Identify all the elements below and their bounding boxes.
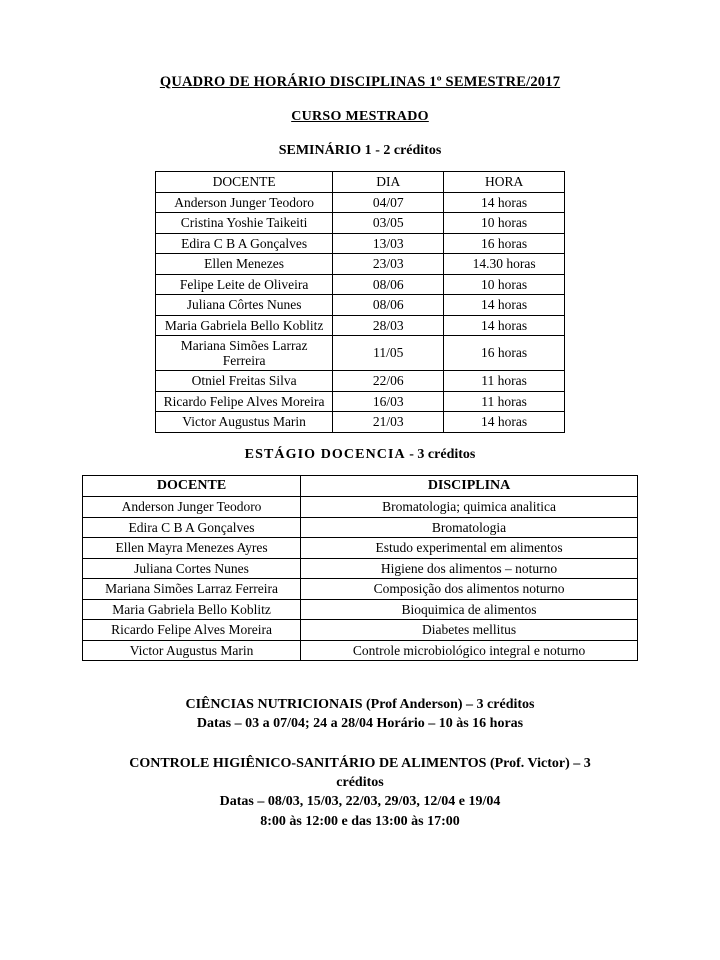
cell-docente: Victor Augustus Marin [156, 412, 333, 433]
cell-docente: Anderson Junger Teodoro [156, 192, 333, 213]
seminario-section-heading [60, 143, 660, 159]
column-header-docente: DOCENTE [156, 172, 333, 193]
cell-dia: 08/06 [333, 295, 444, 316]
ciencias-nutricionais-dates: Datas – 03 a 07/04; 24 a 28/04 Horário – 10 às 16 horas [196, 716, 524, 732]
cell-dia: 23/03 [333, 254, 444, 275]
column-header-hora: HORA [444, 172, 565, 193]
cell-hora: 16 horas [444, 336, 565, 371]
cell-dia: 16/03 [333, 391, 444, 412]
cell-docente: Felipe Leite de Oliveira [156, 274, 333, 295]
estagio-section-heading [60, 447, 660, 463]
table-row [156, 295, 565, 316]
seminario-table [155, 171, 565, 433]
table-row [156, 391, 565, 412]
cell-docente: Edira C B A Gonçalves [83, 517, 301, 538]
cell-hora: 11 horas [444, 391, 565, 412]
cell-dia: 08/06 [333, 274, 444, 295]
cell-docente: Maria Gabriela Bello Koblitz [156, 315, 333, 336]
cell-dia: 11/05 [333, 336, 444, 371]
table-row [83, 599, 638, 620]
table-row [83, 538, 638, 559]
cell-hora: 14 horas [444, 192, 565, 213]
cell-docente: Mariana Simões Larraz Ferreira [156, 336, 333, 371]
controle-higienico-dates: Datas – 08/03, 15/03, 22/03, 29/03, 12/04 e 19/04 [219, 794, 501, 810]
cell-docente: Anderson Junger Teodoro [83, 496, 301, 517]
cell-docente: Juliana Cortes Nunes [83, 558, 301, 579]
table-row [83, 579, 638, 600]
table-row [156, 254, 565, 275]
cell-docente: Ellen Menezes [156, 254, 333, 275]
table-row [156, 192, 565, 213]
cell-docente: Cristina Yoshie Taikeiti [156, 213, 333, 234]
table-header-row [83, 475, 638, 496]
cell-docente: Otniel Freitas Silva [156, 371, 333, 392]
cell-dia: 22/06 [333, 371, 444, 392]
cell-hora: 14.30 horas [444, 254, 565, 275]
cell-docente: Maria Gabriela Bello Koblitz [83, 599, 301, 620]
cell-hora: 14 horas [444, 412, 565, 433]
controle-higienico-credits: créditos [336, 775, 384, 791]
cell-docente: Juliana Côrtes Nunes [156, 295, 333, 316]
cell-hora: 10 horas [444, 274, 565, 295]
estagio-heading-credits: - 3 créditos [405, 446, 476, 462]
table-row [83, 620, 638, 641]
column-header-dia: DIA [333, 172, 444, 193]
cell-hora: 10 horas [444, 213, 565, 234]
course-subtitle: CURSO MESTRADO [291, 109, 429, 124]
column-header-disciplina: DISCIPLINA [301, 475, 638, 496]
cell-disciplina: Diabetes mellitus [301, 620, 638, 641]
cell-disciplina: Bromatologia; quimica analitica [301, 496, 638, 517]
ciencias-nutricionais-title: CIÊNCIAS NUTRICIONAIS (Prof Anderson) – 3 créditos [185, 697, 535, 713]
table-row [156, 233, 565, 254]
table-row [156, 336, 565, 371]
cell-docente: Ellen Mayra Menezes Ayres [83, 538, 301, 559]
cell-disciplina: Composição dos alimentos noturno [301, 579, 638, 600]
table-row [156, 315, 565, 336]
cell-disciplina: Higiene dos alimentos – noturno [301, 558, 638, 579]
table-row [156, 213, 565, 234]
cell-dia: 13/03 [333, 233, 444, 254]
cell-hora: 14 horas [444, 295, 565, 316]
table-row [156, 371, 565, 392]
cell-dia: 21/03 [333, 412, 444, 433]
seminario-heading-main: SEMINÁRIO 1 [278, 143, 372, 158]
estagio-heading-main: ESTÁGIO DOCENCIA [244, 446, 406, 462]
table-row [83, 517, 638, 538]
cell-docente: Victor Augustus Marin [83, 640, 301, 661]
cell-disciplina: Bromatologia [301, 517, 638, 538]
table-header-row [156, 172, 565, 193]
cell-docente: Ricardo Felipe Alves Moreira [156, 391, 333, 412]
ciencias-nutricionais-block [60, 695, 660, 734]
cell-docente: Edira C B A Gonçalves [156, 233, 333, 254]
controle-higienico-title: CONTROLE HIGIÊNICO-SANITÁRIO DE ALIMENTOS (Prof. Victor) – 3 [129, 755, 591, 771]
estagio-table [82, 475, 638, 661]
controle-higienico-block [60, 754, 660, 831]
cell-dia: 04/07 [333, 192, 444, 213]
page-title: QUADRO DE HORÁRIO DISCIPLINAS 1º SEMESTRE/2017 [159, 74, 561, 90]
cell-disciplina: Estudo experimental em alimentos [301, 538, 638, 559]
column-header-docente: DOCENTE [83, 475, 301, 496]
seminario-heading-credits: - 2 créditos [371, 143, 442, 158]
cell-hora: 11 horas [444, 371, 565, 392]
cell-dia: 28/03 [333, 315, 444, 336]
controle-higienico-hours: 8:00 às 12:00 e das 13:00 às 17:00 [260, 813, 460, 829]
cell-disciplina: Controle microbiológico integral e noturno [301, 640, 638, 661]
table-row [83, 496, 638, 517]
cell-hora: 16 horas [444, 233, 565, 254]
table-row [83, 558, 638, 579]
cell-disciplina: Bioquimica de alimentos [301, 599, 638, 620]
table-row [83, 640, 638, 661]
cell-hora: 14 horas [444, 315, 565, 336]
cell-dia: 03/05 [333, 213, 444, 234]
table-row [156, 412, 565, 433]
cell-docente: Ricardo Felipe Alves Moreira [83, 620, 301, 641]
table-row [156, 274, 565, 295]
cell-docente: Mariana Simões Larraz Ferreira [83, 579, 301, 600]
